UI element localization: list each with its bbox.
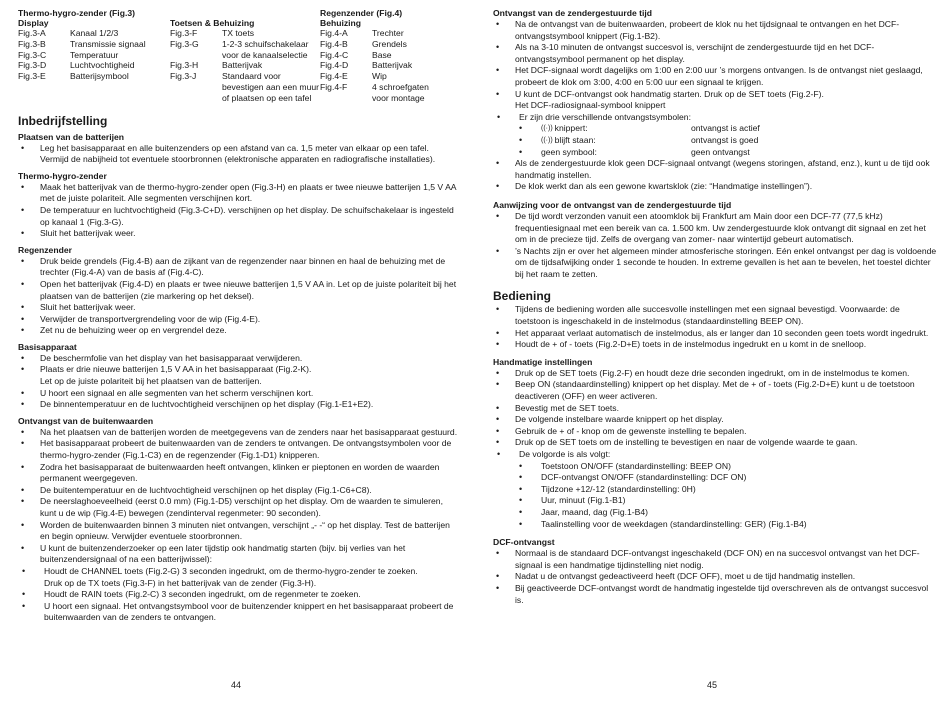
list-item: • Houdt de CHANNEL toets (Fig.2-G) 3 seconden ingedrukt, om de thermo-hygro-zender te zoeken. Druk op de TX toets (Fig.3-F) in het batterijvak van de zender (Fig.3-H). (18, 566, 458, 589)
list-item: • Na de ontvangst van de buitenwaarden, probeert de klok nu het tijdsignaal te ontvangen en het DCF-ontvangstsymbool knippert (Fig.1-B2). (493, 19, 937, 42)
list-item: • Tijdens de bediening worden alle succesvolle instellingen met een signaal bevestigd. Voorwaarde: de toetstoon is ingeschakeld in de instelmodus (standaardinstelling BEEP ON). (493, 304, 937, 327)
list-item: • Plaats er drie nieuwe batterijen 1,5 V AA in het basisapparaat (Fig.2-K). Let op de juiste polariteit bij het plaatsen van de batterijen. (18, 364, 458, 387)
fig-key: Fig.3-D (18, 60, 47, 71)
fig-value: 1-2-3 schuifschakelaar voor de kanaalselectie (222, 38, 309, 60)
fig-key: Fig.4-A (320, 28, 348, 38)
list-item: • Als de zendergestuurde klok geen DCF-signaal ontvangt (wegens storingen, afstand, enz.), kunt u de tijd ook handmatig instellen. (493, 158, 937, 181)
list-item: • De klok werkt dan als een gewone kwartsklok (zie: “Handmatige instellingen”). (493, 181, 937, 193)
list-item: • Nadat u de ontvangst gedeactiveerd heeft (DCF OFF), moet u de tijd handmatig instellen. (493, 571, 937, 583)
bullet-list (18, 143, 458, 166)
list-item: • ’s Nachts zijn er over het algemeen minder atmosferische storingen. Eén enkel ontvangst per dag is voldoende om de tijdsafwijking onder 1 seconde te houden. In extreme gevallen is het aan te bevelen, het toestel dichter bij het raam te zetten. (493, 246, 937, 281)
fig-value: Standaard voor bevestigen aan een muur of plaatsen op een tafel (222, 71, 319, 103)
fig-row (18, 50, 170, 61)
list-item: • Sluit het batterijvak weer. (18, 302, 458, 314)
fig-value: Transmissie signaal (70, 38, 146, 49)
fig-row (320, 60, 440, 71)
bediening-list (493, 304, 937, 350)
list-item: • Jaar, maand, dag (Fig.1-B4) (515, 507, 937, 519)
fig-value: Luchtvochtigheid (70, 60, 135, 71)
fig-row (18, 60, 170, 71)
list-item: • De binnentemperatuur en de luchtvochtigheid verschijnen op het display (Fig.1-E1+E2). (18, 399, 458, 411)
fig-value: 4 schroefgaten voor montage (372, 81, 429, 103)
subheading-dcf-tijd: Ontvangst van de zendergestuurde tijd (493, 8, 653, 18)
fig-key: Fig.3-J (170, 71, 197, 82)
symbol-label (541, 123, 691, 135)
fig-col-buttons (170, 8, 320, 104)
bullet-list (18, 427, 458, 624)
list-item: • Het DCF-signaal wordt dagelijks om 1:00 en 2:00 uur ’s morgens ontvangen. Is de ontvangst niet geslaagd, probeert de klok om 3:00, 4:00 en 5:00 uur een signaal te krijgen. (493, 65, 937, 88)
fig-value: Wip (372, 71, 387, 82)
list-item: • U kunt de buitenzenderzoeker op een later tijdstip ook handmatig starten (bijv. bij verlies van het buitenzendersignaal of na een batterijwissel): (18, 543, 458, 566)
list-item: • De volgorde is als volgt: (493, 449, 937, 461)
sub-bullet-list (493, 449, 937, 530)
symbol-item (515, 123, 937, 135)
list-item: • U hoort een signaal. Het ontvangstsymbool voor de buitenzender knippert en het basisapparaat probeert de buitenwaarden van de zenders te ontvangen. (18, 601, 458, 624)
list-item: • DCF-ontvangst ON/OFF (standardinstelling: DCF ON) (515, 472, 937, 484)
list-item: • De tijd wordt verzonden vanuit een atoomklok bij Frankfurt am Main door een DCF-77 (77,5 kHz) frequentiesignaal met een bereik van ca. 1.500 km. Uw zendergestuurde klok ontvangt dit signaal en zet het om in de precieze tijd. Zelfs de overgang van zomer- naar wintertijd gebeurt automatisch. (493, 211, 937, 246)
sub-bullet-list (18, 566, 458, 624)
list-item: • Zet nu de behuizing weer op en vergrendel deze. (18, 325, 458, 337)
fig-value: Temperatuur (70, 49, 119, 60)
fig-row (320, 71, 440, 82)
symbol-state: knippert: (554, 123, 588, 134)
fig-row (320, 50, 440, 61)
fig-row (170, 28, 320, 39)
sub-list-holder (493, 461, 937, 531)
list-item: • Tijdzone +12/-12 (standardinstelling: 0H) (515, 484, 937, 496)
list-item: • Normaal is de standaard DCF-ontvangst ingeschakeld (DCF ON) en na succesvol ontvangst van het DCF-signaal is een handmatige tijdinstelling niet nodig. (493, 548, 937, 571)
subheading: Regenzender (18, 244, 72, 255)
fig-key: Fig.4-F (320, 81, 348, 92)
list-item: • Open het batterijvak (Fig.4-D) en plaats er twee nieuwe batterijen 1,5 V AA in. Let op de juiste polariteit bij het plaatsen van de batterijen (zie markering op het deksel). (18, 279, 458, 302)
fig-value: Batterijvak (372, 60, 413, 71)
list-item: • Taalinstelling voor de weekdagen (standardinstelling: GER) (Fig.1-B4) (515, 519, 937, 531)
list-item: • Bevestig met de SET toets. (493, 403, 937, 415)
list-item: • Druk op de SET toets om de instelling te bevestigen en naar de volgende waarde te gaan. (493, 437, 937, 449)
fig-row (320, 39, 440, 50)
fig-col-rows (18, 28, 170, 82)
list-item: • De beschermfolie van het display van het basisapparaat verwijderen. (18, 353, 458, 365)
subheading: Ontvangst van de buitenwaarden (18, 415, 154, 426)
fig-value: TX toets (222, 28, 254, 38)
fig-key: Fig.3-B (18, 38, 46, 49)
fig-row (170, 60, 320, 71)
fig-key: Fig.3-F (170, 28, 198, 38)
list-item: • Bij geactiveerde DCF-ontvangst wordt de handmatig ingestelde tijd overschreven als de ontvangst succesvol is. (493, 583, 937, 606)
fig-row (320, 28, 440, 39)
symbol-row (541, 123, 937, 135)
bullet-list (18, 182, 458, 240)
fig-value: Trechter (372, 28, 404, 38)
fig-col-rain (320, 8, 440, 104)
fig-value: Grendels (372, 38, 407, 49)
fig-value: Base (372, 49, 392, 60)
left-page (18, 8, 458, 698)
symbol-meaning: ontvangst is actief (691, 123, 760, 134)
list-item: • De buitentemperatuur en de luchtvochtigheid verschijnen op het display (Fig.1-C6+C8). (18, 485, 458, 497)
list-item: • Druk op de SET toets (Fig.2-F) en houdt deze drie seconden ingedrukt, om in de instelmodus te komen. (493, 368, 937, 380)
list-item: • Zodra het basisapparaat de buitenwaarden heeft ontvangen, klinken er pieptonen en worden de waarden permanent weergegeven. (18, 462, 458, 485)
list-item: • Gebruik de + of - knop om de gewenste instelling te bepalen. (493, 426, 937, 438)
fig-key: Fig.3-H (170, 60, 199, 71)
fig-row (18, 28, 170, 39)
list-item: • Het apparaat verlaat automatisch de instelmodus, als er langer dan 10 seconden geen toets wordt ingedrukt. (493, 328, 937, 340)
list-item: • Worden de buitenwaarden binnen 3 minuten niet ontvangen, verschijnt „- -“ op het display. Test de batterijen en begin opnieuw. Verwijder eventuele stoorbronnen. (18, 520, 458, 543)
fig-row (18, 71, 170, 82)
list-item: • Houdt de RAIN toets (Fig.2-C) 3 seconden ingedrukt, om de regenmeter te zoeken. (18, 589, 458, 601)
sub-list-holder (493, 112, 937, 158)
subheading-aanwijzing: Aanwijzing voor de ontvangst van de zendergestuurde tijd (493, 199, 732, 210)
page-number: 45 (707, 680, 718, 690)
fig-key: Fig.4-D (320, 60, 349, 71)
fig-value: Batterijvak (222, 60, 263, 71)
sub-bullet-list (493, 112, 937, 158)
list-item: • Leg het basisapparaat en alle buitenzenders op een afstand van ca. 1,5 meter van elkaar op een tafel. Vermijd de nabijheid tot eventuele stoorbronnen (elektronische apparaten en radiografische installaties). (18, 143, 458, 166)
fig-key: Fig.3-C (18, 49, 47, 60)
list-item: • Toetstoon ON/OFF (standardinstelling: BEEP ON) (515, 461, 937, 473)
subheading-dcf-ontvangst: DCF-ontvangst (493, 537, 555, 548)
sub-list-holder (18, 566, 458, 624)
sub-list-holder (493, 449, 937, 530)
bullet-list (18, 256, 458, 337)
figure-legend (18, 8, 458, 104)
list-item: • Het basisapparaat probeert de buitenwaarden van de zenders te ontvangen. De ontvangstsymbolen voor de thermo-hygro-zender (Fig.1-C3) en de regenzender (Fig.1-D1) knipperen. (18, 438, 458, 461)
handmatige-list (493, 368, 937, 530)
fig-key: Fig.3-A (18, 28, 46, 38)
list-item: • De neerslaghoeveelheid (eerst 0.0 mm) (Fig.1-D5) verschijnt op het display. Om de waarden te simuleren, kunt u de wip (Fig.4-E) bewegen (zendinterval regenmeter: 90 seconden). (18, 496, 458, 519)
list-item: • Uur, minuut (Fig.1-B1) (515, 495, 937, 507)
dcf-list (493, 19, 937, 193)
bullet-list (18, 353, 458, 411)
symbol-label (541, 135, 691, 147)
sub-list-holder (493, 123, 937, 158)
fig-key: Fig.3-G (170, 38, 199, 49)
dcf-ontvangst-list (493, 548, 937, 606)
symbol-item (515, 147, 937, 159)
fig-row (18, 39, 170, 50)
list-item: • U kunt de DCF-ontvangst ook handmatig starten. Druk op de SET toets (Fig.2-F). Het DCF-radiosignaal-symbool knippert (493, 89, 937, 112)
antenna-icon: ((·)) (541, 125, 553, 133)
fig-col-rows (170, 28, 320, 104)
list-item: • Druk beide grendels (Fig.4-B) aan de zijkant van de regenzender naar binnen en haal de behuizing met de trechter (Fig.4-A) van de basis af (Fig.4-C). (18, 256, 458, 279)
list-item: • Beep ON (standaardinstelling) knippert op het display. Met de + of - toets (Fig.2-D+E) kunt u de toetstoon deactiveren (OFF) en weer activeren. (493, 379, 937, 402)
list-item: • Houdt de + of - toets (Fig.2-D+E) toets in de instelmodus ingedrukt en u komt in de snelloop. (493, 339, 937, 351)
aanwijzing-list (493, 211, 937, 281)
fig-col-display (18, 8, 170, 104)
symbol-state: geen symbool: (541, 146, 597, 157)
subheading: Thermo-hygro-zender (18, 170, 107, 181)
symbol-row (541, 147, 937, 159)
symbol-row (541, 135, 937, 147)
fig-key: Fig.4-B (320, 38, 348, 49)
list-item: • U hoort een signaal en alle segmenten van het scherm verschijnen kort. (18, 388, 458, 400)
list-item: • De volgende instelbare waarde knippert op het display. (493, 414, 937, 426)
fig-key: Fig.3-E (18, 71, 46, 82)
list-item: • Als na 3-10 minuten de ontvangst succesvol is, verschijnt de zendergestuurde tijd en het DCF-ontvangstsymbool permanent op het display. (493, 42, 937, 65)
subheading: Plaatsen van de batterijen (18, 131, 125, 142)
right-page (493, 8, 937, 698)
fig-value: Batterijsymbool (70, 71, 129, 82)
section-heading-inbedrijfstelling: Inbedrijfstelling (18, 113, 108, 128)
list-item: • De temperatuur en luchtvochtigheid (Fig.3-C+D). verschijnen op het display. De schuifschakelaar is ingesteld op kanaal 1 (Fig.3-G). (18, 205, 458, 228)
section-heading-bediening: Bediening (493, 289, 552, 304)
fig-row (170, 71, 320, 103)
volgorde-list (515, 461, 937, 531)
antenna-icon: ((·)) (541, 136, 553, 144)
fig-col-title: Toetsen & Behuizing (170, 18, 255, 28)
list-item: • Er zijn drie verschillende ontvangstsymbolen: (493, 112, 937, 124)
subheading: Basisapparaat (18, 341, 77, 352)
list-item: • Maak het batterijvak van de thermo-hygro-zender open (Fig.3-H) en plaats er twee nieuwe batterijen 1,5 V AA met de juiste polariteit. Alle segmenten verschijnen kort. (18, 182, 458, 205)
fig-col-rows (320, 28, 440, 104)
symbol-list (515, 123, 937, 158)
left-sections (18, 132, 458, 624)
fig-row (170, 39, 320, 61)
page-number: 44 (231, 680, 242, 690)
symbol-meaning: ontvangst is goed (691, 134, 759, 145)
subheading-handmatige: Handmatige instellingen (493, 356, 593, 367)
fig-row (320, 82, 440, 104)
fig-key: Fig.4-E (320, 71, 348, 82)
symbol-state: blijft staan: (554, 134, 596, 145)
list-item: • Verwijder de transportvergrendeling voor de wip (Fig.4-E). (18, 314, 458, 326)
fig-col-title: Thermo-hygro-zender (Fig.3) Display (18, 8, 135, 28)
fig-col-title: Regenzender (Fig.4) Behuizing (320, 8, 403, 28)
symbol-label (541, 147, 691, 159)
symbol-meaning: geen ontvangst (691, 146, 750, 157)
list-item: • Sluit het batterijvak weer. (18, 228, 458, 240)
list-item: • Na het plaatsen van de batterijen worden de meetgegevens van de zenders naar het basisapparaat gestuurd. (18, 427, 458, 439)
fig-key: Fig.4-C (320, 49, 349, 60)
fig-value: Kanaal 1/2/3 (70, 28, 119, 38)
symbol-item (515, 135, 937, 147)
